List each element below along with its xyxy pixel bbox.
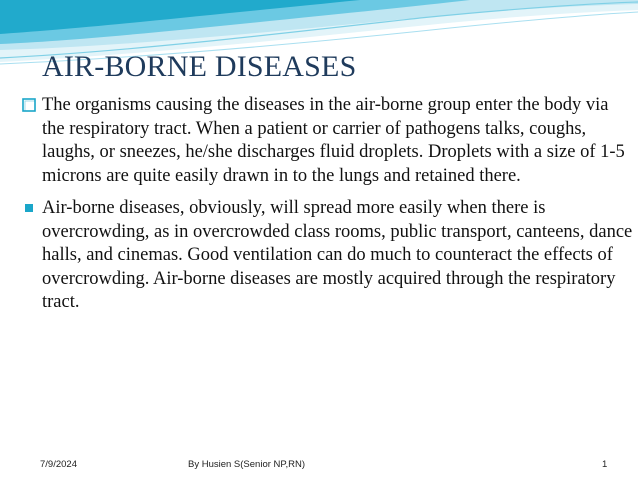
footer-date: 7/9/2024: [40, 459, 77, 470]
footer-author: By Husien S(Senior NP,RN): [188, 459, 306, 470]
slide-body: [22, 94, 634, 315]
bullet-item: [22, 197, 634, 315]
footer-page-number: 1: [602, 459, 608, 470]
bullet-text: The organisms causing the diseases in the air-borne group enter the body via the respiratory tract. When a patient or carrier of pathogens talks, coughs, laughs, or sneezes, he/she discharges fluid droplets. Droplets with a size of 1-5 microns are quite easily drawn in to the lungs and retained there.: [42, 95, 625, 186]
slide-title: AIR-BORNE DISEASES: [42, 50, 357, 83]
filled-square-icon: [22, 201, 36, 215]
hollow-square-icon: [22, 98, 36, 112]
bullet-text: Air-borne diseases, obviously, will spread more easily when there is overcrowding, as in overcrowded class rooms, public transport, canteens, dance halls, and cinemas. Good ventilation can do much to counteract the effects of overcrowding. Air-borne diseases are mostly acquired through the respiratory tract.: [42, 198, 633, 312]
bullet-item: [22, 94, 634, 188]
